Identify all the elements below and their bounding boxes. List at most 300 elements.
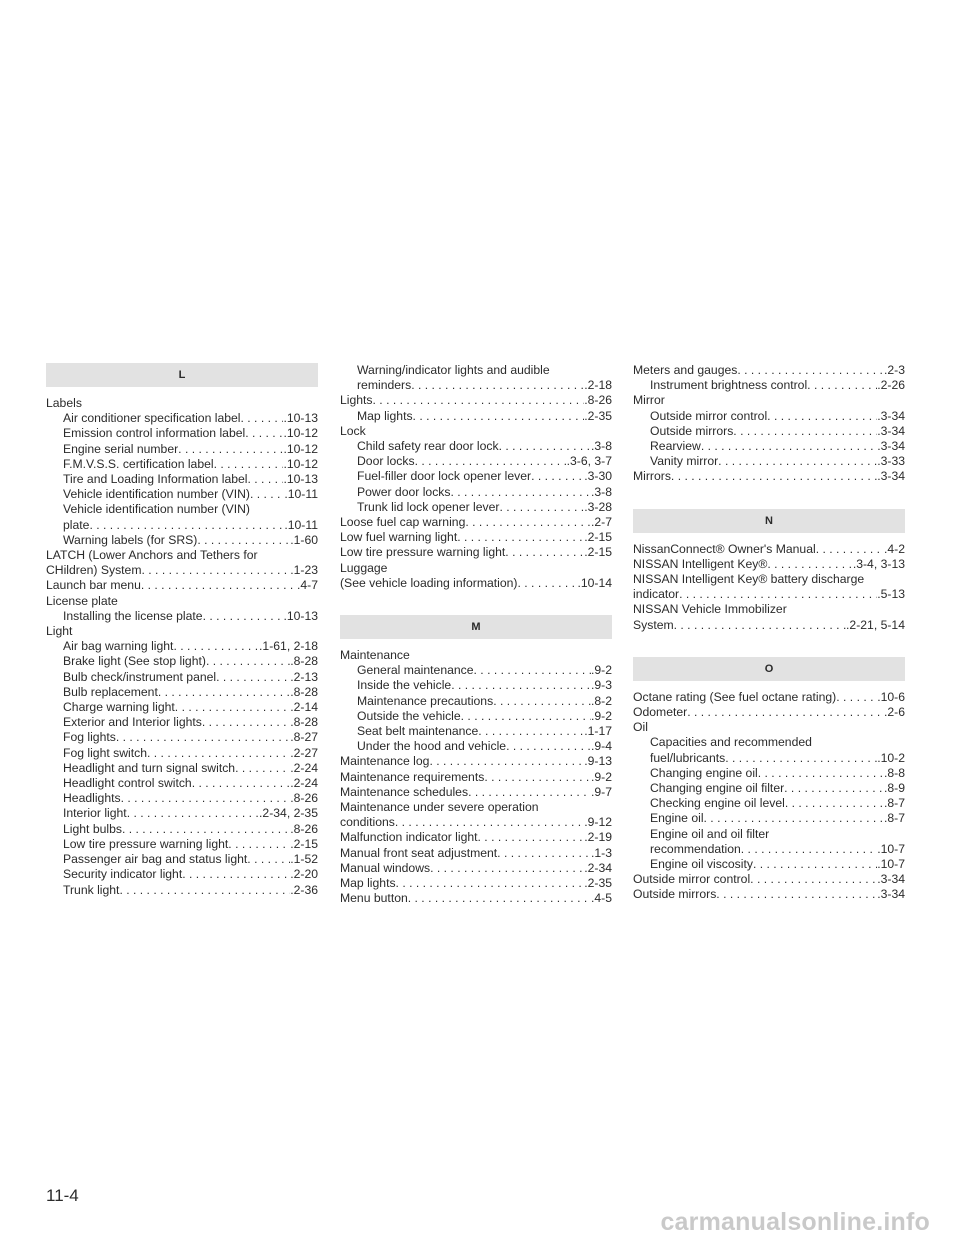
index-entry-page: .10-7 [877, 857, 905, 872]
dot-leader [716, 887, 877, 902]
watermark: carmanualsonline.info [660, 1208, 930, 1236]
index-entry-term: Light [46, 624, 73, 639]
index-entry-term: Low fuel warning light [340, 530, 458, 545]
index-entry-term: Maintenance log [340, 754, 430, 769]
index-entry [340, 515, 612, 530]
index-entry [633, 378, 905, 393]
index-entry-term: Fog light switch [63, 745, 147, 760]
index-entry [340, 454, 612, 469]
index-entry-page: .10-12 [283, 441, 318, 456]
dot-leader [202, 715, 290, 730]
index-entry-page: .9-2 [590, 769, 612, 784]
dot-leader [505, 545, 584, 560]
index-entry-term: NISSAN Vehicle Immobilizer [633, 602, 787, 617]
index-entry [633, 439, 905, 454]
section-header-m: M [340, 615, 612, 639]
index-entry-page: .8-28 [290, 654, 318, 669]
index-entry [340, 393, 612, 408]
index-entry-term: Changing engine oil [650, 765, 758, 780]
index-entry-term: System [633, 617, 674, 632]
index-entry-term: General maintenance [357, 663, 474, 678]
dot-leader [784, 781, 884, 796]
index-entry-term: F.M.V.S.S. certification label [63, 456, 214, 471]
index-entry [340, 469, 612, 484]
index-entry-term: NISSAN Intelligent Key® [633, 556, 768, 571]
index-entry-term: Labels [46, 396, 82, 410]
dot-leader [461, 709, 591, 724]
dot-leader [474, 663, 591, 678]
index-entry-page: .9-2 [590, 708, 612, 723]
index-entry [46, 685, 318, 700]
dot-leader [767, 409, 877, 424]
index-entry-term: Octane rating (See fuel octane rating) [633, 689, 837, 704]
index-entry [633, 887, 905, 902]
index-entry [46, 457, 318, 472]
index-entry-term: conditions [340, 815, 395, 830]
index-entry-term: Air bag warning light [63, 639, 174, 654]
index-list-n [633, 542, 905, 633]
dot-leader [758, 766, 884, 781]
index-entry-term: Vehicle identification number (VIN) [63, 487, 250, 502]
index-entry-term: indicator [633, 587, 680, 602]
index-list-m-part1 [340, 648, 612, 906]
index-entry-page: .2-26 [877, 378, 905, 393]
index-entry-page: .1-23 [290, 563, 318, 578]
dot-leader [396, 876, 585, 891]
dot-leader [121, 791, 291, 806]
index-column-2 [340, 363, 612, 907]
dot-leader [741, 842, 877, 857]
index-entry-term: Checking engine oil level [650, 796, 785, 811]
index-entry-term: LATCH (Lower Anchors and Tethers for [46, 548, 258, 563]
index-entry-page: .10-6 [877, 689, 905, 704]
index-entry-term: Manual front seat adjustment [340, 845, 498, 860]
dot-leader [807, 378, 877, 393]
index-entry [46, 578, 318, 593]
index-entry-term: Vehicle identification number (VIN) [63, 502, 250, 517]
dot-leader [245, 426, 283, 441]
index-entry [46, 670, 318, 685]
index-entry-term: Seat belt maintenance [357, 724, 479, 739]
index-entry [340, 876, 612, 891]
dot-leader [506, 739, 591, 754]
dot-leader [750, 872, 877, 887]
index-entry [633, 811, 905, 826]
dot-leader [241, 411, 284, 426]
index-entry-page: .2-14 [290, 700, 318, 715]
index-entry-page: .1-60 [290, 532, 318, 547]
index-entry-term: Passenger air bag and status light [63, 852, 248, 867]
index-entry-term: Engine oil and oil filter [650, 826, 770, 841]
index-entry-term: Brake light (See stop light) [63, 654, 206, 669]
dot-leader [499, 439, 591, 454]
dot-leader [141, 578, 297, 593]
dot-leader [203, 609, 284, 624]
dot-leader [250, 487, 284, 502]
index-entry-page: .4-7 [296, 578, 318, 593]
index-entry-term: reminders [357, 378, 412, 393]
index-entry-page: .2-36 [290, 882, 318, 897]
index-entry [46, 487, 318, 502]
index-entry-term: Launch bar menu [46, 578, 141, 593]
index-entry-term: Oil [633, 720, 648, 735]
index-entry-term: Lock [340, 423, 366, 438]
index-entry-page: .10-11 [284, 487, 318, 502]
index-entry-term: Outside mirror control [650, 408, 768, 423]
dot-leader [415, 454, 567, 469]
index-entry-term: Security indicator light [63, 867, 183, 882]
section-header-l: L [46, 363, 318, 387]
index-entry-term: plate [63, 517, 90, 532]
dot-leader [395, 815, 584, 830]
index-entry [46, 426, 318, 441]
index-entry [340, 739, 612, 754]
index-entry-term: recommendation [650, 841, 741, 856]
index-entry-term: Outside the vehicle [357, 708, 461, 723]
index-entry-page: .2-21, 5-14 [846, 617, 905, 632]
index-entry-term: Interior light [63, 806, 127, 821]
index-entry-term: Meters and gauges [633, 363, 738, 377]
index-entry [340, 409, 612, 424]
index-entry-page: .3-34 [877, 439, 905, 454]
dot-leader [465, 515, 591, 530]
dot-leader [235, 761, 290, 776]
index-entry-term: NissanConnect® Owner's Manual [633, 541, 816, 556]
index-entry-term: Headlight control switch [63, 776, 192, 791]
index-entry-term: Manual windows [340, 860, 431, 875]
index-entry [46, 442, 318, 457]
index-entry-term: Inside the vehicle [357, 678, 452, 693]
index-entry-term: Map lights [357, 408, 413, 423]
index-entry [633, 542, 905, 557]
index-entry [340, 663, 612, 678]
dot-leader [478, 724, 584, 739]
index-entry [633, 363, 905, 378]
index-entry-term: Instrument brightness control [650, 378, 808, 393]
index-entry [340, 891, 612, 906]
index-list-o [633, 690, 905, 903]
index-entry [340, 545, 612, 560]
index-entry-term: Malfunction indicator light [340, 830, 478, 845]
index-entry [46, 746, 318, 761]
index-entry-term: Warning/indicator lights and audible [357, 363, 550, 377]
index-entry-term: Headlight and turn signal switch [63, 760, 236, 775]
index-entry-term: Trunk light [63, 882, 120, 897]
index-entry [633, 705, 905, 720]
dot-leader [228, 837, 290, 852]
index-entry-term: Menu button [340, 891, 408, 906]
index-entry [46, 411, 318, 426]
index-entry [46, 776, 318, 791]
index-entry-page: .1-3 [590, 845, 612, 860]
index-entry-page: .2-19 [584, 830, 612, 845]
dot-leader [478, 830, 585, 845]
index-entry-page: .10-14 [577, 575, 612, 590]
index-entry [46, 715, 318, 730]
dot-leader [429, 754, 584, 769]
index-entry-term: Under the hood and vehicle [357, 739, 507, 754]
index-list-l-part1 [46, 396, 318, 898]
dot-leader [518, 576, 578, 591]
index-entry-page: .8-7 [883, 811, 905, 826]
index-entry-page: .2-35 [584, 876, 612, 891]
index-entry-term: Vanity mirror [650, 454, 719, 469]
dot-leader [753, 857, 877, 872]
index-entry-page: .1-61, 2-18 [259, 639, 318, 654]
index-entry-term: Mirrors [633, 469, 671, 484]
index-entry [340, 770, 612, 785]
index-entry [46, 472, 318, 487]
dot-leader [122, 822, 290, 837]
index-entry-page: .8-2 [590, 693, 612, 708]
index-entry [633, 618, 905, 633]
index-entry-page: .2-34, 2-35 [259, 806, 318, 821]
index-entry-term: Installing the license plate [63, 608, 203, 623]
index-entry-term: Bulb replacement [63, 684, 158, 699]
dot-leader [247, 852, 290, 867]
dot-leader [725, 751, 877, 766]
index-entry-page: .2-15 [584, 545, 612, 560]
index-entry [46, 837, 318, 852]
index-entry [340, 724, 612, 739]
index-entry-page: .2-3 [883, 363, 905, 377]
index-entry-term: Capacities and recommended [650, 735, 812, 750]
index-entry-term: Rearview [650, 439, 701, 454]
dot-leader [214, 457, 284, 472]
index-entry-term: Door locks [357, 454, 415, 469]
index-entry-term: Fuel-filler door lock opener lever [357, 469, 532, 484]
dot-leader [192, 776, 291, 791]
index-entry-term: Power door locks [357, 484, 451, 499]
index-entry-term: Charge warning light [63, 700, 175, 715]
index-entry-term: NISSAN Intelligent Key® battery discharge [633, 572, 865, 587]
dot-leader [116, 730, 290, 745]
index-entry [46, 654, 318, 669]
index-entry-term: Changing engine oil filter [650, 781, 785, 796]
index-entry [340, 785, 612, 800]
index-entry-page: .9-7 [590, 784, 612, 799]
index-entry [340, 754, 612, 769]
index-entry-term: Low tire pressure warning light [340, 545, 506, 560]
index-entry-page: .10-11 [284, 517, 318, 532]
index-entry-page: .3-34 [877, 408, 905, 423]
index-entry [340, 694, 612, 709]
index-entry-page: .5-13 [877, 587, 905, 602]
dot-leader [674, 618, 846, 633]
index-entry [340, 709, 612, 724]
index-entry-page: .2-35 [584, 408, 612, 423]
index-entry-page: .8-8 [883, 765, 905, 780]
index-entry [340, 378, 612, 393]
dot-leader [836, 690, 877, 705]
index-entry-term: Outside mirrors [650, 423, 734, 438]
dot-leader [679, 587, 877, 602]
index-entry-page: .8-26 [584, 393, 612, 408]
index-entry [340, 485, 612, 500]
index-entry [633, 751, 905, 766]
index-entry-page: .3-34 [877, 887, 905, 902]
index-entry-page: .3-30 [584, 469, 612, 484]
index-entry-page: .3-34 [877, 469, 905, 484]
index-entry [633, 796, 905, 811]
dot-leader [737, 363, 884, 378]
section-header-o: O [633, 657, 905, 681]
index-list-l-part2 [340, 363, 612, 591]
index-entry-term: Trunk lid lock opener lever [357, 499, 500, 514]
index-entry-page: .8-27 [290, 730, 318, 745]
dot-leader [175, 700, 290, 715]
dot-leader [718, 454, 877, 469]
dot-leader [178, 442, 283, 457]
index-entry-page: .2-18 [584, 378, 612, 393]
index-entry-term: Outside mirror control [633, 872, 751, 887]
index-entry-page: .9-3 [590, 678, 612, 693]
dot-leader [127, 806, 259, 821]
index-entry-page: .3-33 [877, 454, 905, 469]
index-entry-page: .1-52 [290, 852, 318, 867]
dot-leader [182, 867, 290, 882]
index-entry-page: .8-26 [290, 791, 318, 806]
index-entry-page: .9-4 [590, 739, 612, 754]
index-entry-page: .4-5 [590, 891, 612, 906]
index-entry [633, 469, 905, 484]
index-entry [46, 867, 318, 882]
index-entry-term: Warning labels (for SRS) [63, 532, 198, 547]
index-column-3 [633, 363, 905, 903]
dot-leader [733, 424, 877, 439]
index-entry-page: .3-8 [590, 439, 612, 454]
index-entry [633, 454, 905, 469]
index-entry-page: .10-13 [283, 411, 318, 426]
index-entry [46, 761, 318, 776]
dot-leader [119, 883, 290, 898]
index-entry [46, 700, 318, 715]
index-entry-term: (See vehicle loading information) [340, 575, 518, 590]
dot-leader [687, 705, 884, 720]
index-entry-term: License plate [46, 593, 118, 608]
dot-leader [451, 678, 591, 693]
index-entry [633, 690, 905, 705]
index-entry [46, 883, 318, 898]
dot-leader [499, 500, 584, 515]
index-entry-term: Odometer [633, 705, 688, 720]
index-entry-page: .3-34 [877, 423, 905, 438]
index-entry-term: Engine serial number [63, 441, 179, 456]
index-entry-page: .2-27 [290, 745, 318, 760]
index-entry-term: Tire and Loading Information label [63, 472, 248, 487]
index-entry-term: Maintenance schedules [340, 784, 469, 799]
index-entry-page: .10-13 [283, 472, 318, 487]
index-entry-term: Exterior and Interior lights [63, 715, 202, 730]
index-entry-page: .2-15 [290, 836, 318, 851]
index-entry-page: .8-7 [883, 796, 905, 811]
dot-leader [701, 439, 877, 454]
index-entry [46, 822, 318, 837]
index-entry-page: .9-13 [584, 754, 612, 769]
index-entry-page: .2-6 [883, 705, 905, 720]
index-entry [633, 557, 905, 572]
dot-leader [89, 518, 284, 533]
dot-leader [816, 542, 884, 557]
index-entry-term: Air conditioner specification label [63, 411, 241, 426]
index-entry [340, 530, 612, 545]
index-entry-term: Fog lights [63, 730, 116, 745]
dot-leader [468, 785, 591, 800]
index-entry [340, 439, 612, 454]
index-entry [633, 424, 905, 439]
index-entry [340, 815, 612, 830]
dot-leader [484, 770, 591, 785]
index-entry-page: .2-24 [290, 776, 318, 791]
index-entry-term: Emission control information label [63, 426, 246, 441]
index-entry [340, 500, 612, 515]
index-entry-page: .3-4, 3-13 [852, 556, 905, 571]
index-entry [340, 846, 612, 861]
index-entry-term: CHildren) System [46, 563, 142, 578]
dot-leader [248, 472, 284, 487]
dot-leader [197, 533, 290, 548]
index-entry [46, 730, 318, 745]
dot-leader [497, 846, 591, 861]
index-entry-term: Loose fuel cap warning [340, 515, 466, 530]
index-entry-term: Engine oil viscosity [650, 857, 753, 872]
index-entry-page: .8-28 [290, 684, 318, 699]
dot-leader [457, 530, 584, 545]
index-entry-page: .8-28 [290, 715, 318, 730]
index-entry [46, 791, 318, 806]
index-entry [633, 587, 905, 602]
index-entry [633, 872, 905, 887]
section-header-n: N [633, 509, 905, 533]
dot-leader [785, 796, 884, 811]
index-entry-page: .10-2 [877, 750, 905, 765]
index-entry-page: .1-17 [584, 724, 612, 739]
dot-leader [158, 685, 290, 700]
index-entry [633, 842, 905, 857]
index-entry-term: Child safety rear door lock [357, 439, 499, 454]
dot-leader [430, 861, 584, 876]
index-entry-page: .10-12 [283, 456, 318, 471]
index-entry-page: .2-34 [584, 860, 612, 875]
dot-leader [206, 654, 290, 669]
index-list-m-part2 [633, 363, 905, 485]
index-entry-term: Outside mirrors [633, 887, 717, 902]
index-entry-page: .3-34 [877, 872, 905, 887]
dot-leader [173, 639, 259, 654]
dot-leader [142, 563, 291, 578]
index-entry-page: .10-12 [283, 426, 318, 441]
index-entry-page: .10-7 [877, 841, 905, 856]
dot-leader [704, 811, 884, 826]
index-entry-term: Maintenance precautions [357, 693, 494, 708]
index-entry [340, 576, 612, 591]
index-entry [46, 533, 318, 548]
dot-leader [413, 409, 585, 424]
index-entry-page: .9-12 [584, 815, 612, 830]
index-entry-term: Headlights [63, 791, 121, 806]
index-entry [46, 806, 318, 821]
dot-leader [767, 557, 853, 572]
dot-leader [450, 485, 591, 500]
index-entry-term: Light bulbs [63, 821, 122, 836]
index-entry-page: .2-24 [290, 760, 318, 775]
page-number: 11-4 [46, 1186, 79, 1205]
index-entry-term: Maintenance requirements [340, 769, 485, 784]
index-entry-page: .3-28 [584, 499, 612, 514]
dot-leader [671, 469, 877, 484]
index-entry-term: Lights [340, 393, 373, 408]
index-entry [633, 781, 905, 796]
